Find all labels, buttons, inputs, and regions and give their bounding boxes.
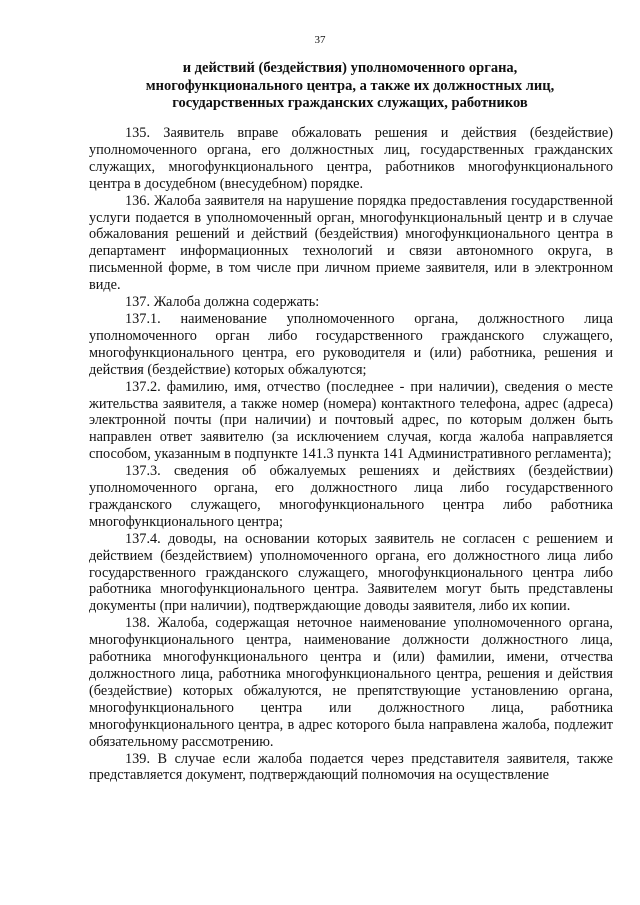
- paragraph-137-2: 137.2. фамилию, имя, отчество (последнее - при наличии), сведения о месте жительства заявителя, а также номер (номера) контактного телефона, адрес (адреса) электронной почты (при наличии) и почтовый адрес, по которым должен быть направлен ответ заявителю (за исключением случая, когда жалоба направляется способом, указанным в подпункте 141.3 пункта 141 Административного регламента);: [89, 378, 613, 463]
- heading-line: государственных гражданских служащих, работников: [172, 95, 528, 111]
- heading-line: и действий (бездействия) уполномоченного органа,: [182, 60, 518, 76]
- paragraph-138: 138. Жалоба, содержащая неточное наименование уполномоченного органа, многофункционального центра, наименование должности должностного лица, работника многофункционального центра и (или) фамилии, имени, отчества должностного лица, работника многофункционального центра, решения и действия (бездействие) которых обжалуются, не препятствующие установлению органа, многофункционального центра или должностного лица, работника многофункционального центра, в адрес которого была направлена жалоба, подлежит обязательному рассмотрению.: [89, 615, 613, 750]
- page-number: 37: [314, 34, 326, 46]
- paragraph-139: 139. В случае если жалоба подается через представителя заявителя, также представляется документ, подтверждающий полномочия на осуществление: [89, 750, 613, 784]
- heading-line: многофункционального центра, а также их должностных лиц,: [145, 77, 555, 94]
- paragraph-137-1: 137.1. наименование уполномоченного органа, должностного лица уполномоченного орган либо государственного гражданского служащего, многофункционального центра, его руководителя и (или) работника, решения и действия (бездействие) которых обжалуются;: [89, 310, 613, 378]
- document-body: [89, 125, 613, 784]
- paragraph-137-4: 137.4. доводы, на основании которых заявитель не согласен с решением и действием (бездействием) уполномоченного органа, его должностного лица либо государственного гражданского служащего, многофункционального центра либо работника многофункционального центра. Заявителем могут быть представлены документы (при наличии), подтверждающие доводы заявителя, либо их копии.: [89, 530, 613, 615]
- paragraph-136: 136. Жалоба заявителя на нарушение порядка предоставления государственной услуги подается в уполномоченный орган, многофункциональный центр и в случае обжалования решений и действий (бездействия) многофункционального центра в департамент информационных технологий и связи автономного округа, в письменной форме, в том числе при личном приеме заявителя, или в электронном виде.: [89, 192, 613, 294]
- section-heading: [88, 60, 612, 113]
- paragraph-137: 137. Жалоба должна содержать:: [125, 294, 320, 311]
- paragraph-135: 135. Заявитель вправе обжаловать решения и действия (бездействие) уполномоченного органа, его должностных лиц, государственных гражданских служащих, многофункционального центра, работников многофункционального центра в досудебном (внесудебном) порядке.: [89, 125, 613, 192]
- paragraph-137-3: 137.3. сведения об обжалуемых решениях и действиях (бездействии) уполномоченного органа, его должностного лица либо государственного гражданского служащего, многофункционального центра либо работника многофункционального центра;: [89, 463, 613, 530]
